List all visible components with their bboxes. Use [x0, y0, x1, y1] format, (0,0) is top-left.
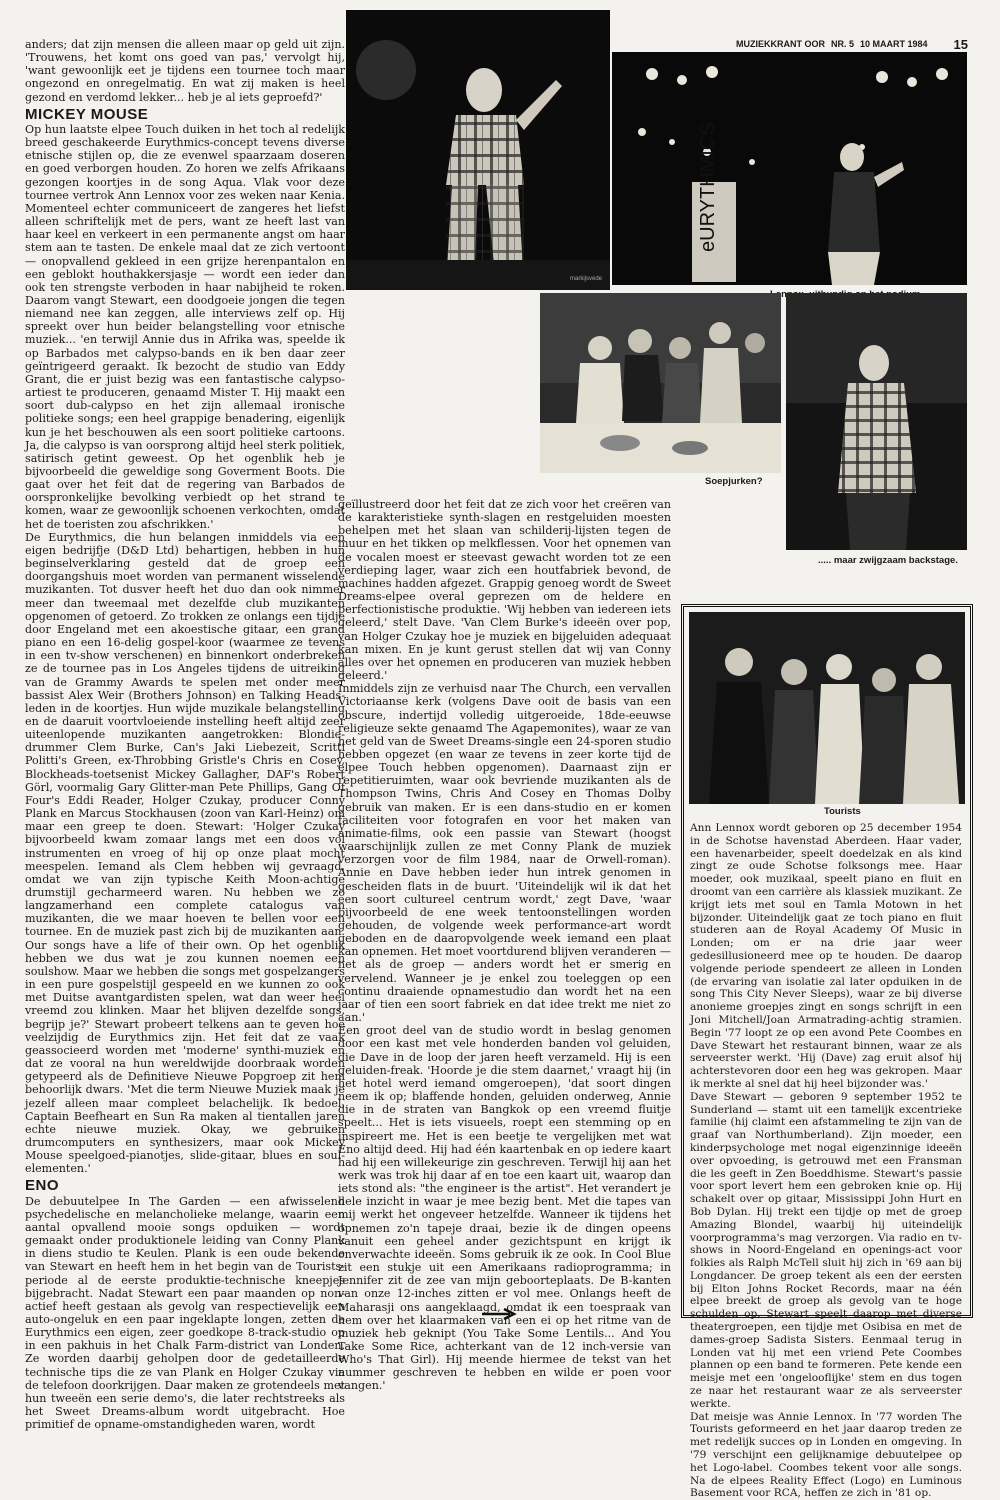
tourists-sidebar-box	[681, 604, 973, 1500]
intro-paragraph: anders; dat zijn mensen die alleen maar op geld uit zijn. 'Trouwens, het komt ons goed van pas,' vervolgt hij, 'want gewoonlijk eet je tijdens een tournee toch maar ongezond en onregelmatig. En wat zij maken is heel gezond en verdomd lekker... heb je al iets geproefd?'	[25, 38, 345, 104]
photo-backstage-group	[540, 293, 781, 473]
continuation-arrow-icon	[482, 1305, 518, 1317]
photo-lennox-podium	[612, 52, 967, 285]
paragraph: Een groot deel van de studio wordt in beslag genomen door een kast met vele honderden banden vol geluiden, die Dave in de loop der jaren heeft verzameld. Hij is een geluiden-freak. 'Hoorde je die stem daarnet,' vraagt hij (in het hotel werd iemand omgeroepen), 'dat soort dingen neem ik op; blaffende honden, geluiden onderweg, Annie die in de straten van Bangkok op een vreemd fluitje speelt... Het is iets visueels, roept een stemming op en inspireert me. Het is een beetje te vergelijken met wat Eno altijd deed. Hij had één kaartenbak en op iedere kaart had hij een willekeurige zin geschreven. Terwijl hij aan het werk was trok hij daar af en toe een kaart uit, waarop dan iets stond als: "the engineer is the artist". Het verandert je hele inzicht in waar je mee bezig bent. Met die tapes van mij werkt het ongeveer hetzelfde. Wanneer ik tijdens het opnemen zo'n tapeje draai, bezie ik de dingen opeens vanuit een geheel ander gezichtspunt en krijgt ik onverwachte ideeën. Soms gebruik ik ze ook. In Cool Blue zit een stukje uit een Amerikaans radioprogramma; in Jennifer zit de zee van mijn geboorteplaats. De B-kanten van onze 12-inches zitten er vol mee. Onlangs heeft de Maharasji ons aangeklaagd, omdat ik een toespraak van hem over het klaarmaken van een ei op het ritme van de muziek heb geknipt (You Take Some Lentils... And You Take Some Rice, achterkant van de 12 inch-versie van Who's That Girl). Hij meende hiermee de tekst van het nummer geschreven te hebben en wilde er poen voor vangen.'	[338, 1024, 671, 1393]
photo-lennox-backstage	[786, 293, 967, 550]
svg-text:eURYTHMICS: eURYTHMICS	[697, 122, 719, 252]
page-number: 15	[953, 36, 968, 52]
paragraph: Ann Lennox wordt geboren op 25 december 1954 in de Schotse havenstad Aberdeen. Haar vader, een havenarbeider, speelt doedelzak en als kind zingt ze oude Schotse folksongs mee. Haar moeder, ook muzikaal, speelt piano en fluit en droomt van een carrière als klassiek muzikant. Ze krijgt iets met soul en Tamla Motown in het bijzonder. Uiteindelijk gaat ze toch piano en fluit studeren aan de Royal Academy Of Music in Londen; om er na drie jaar weer gedesillusioneerd mee op te houden. De daarop volgende periode spendeert ze alleen in Londen (de ervaring van isolatie zal later opduiken in de song This City Never Sleeps), waar ze bij diverse anonieme groepjes zingt en songs schrijft in een Joni Mitchell/Joan Armatrading-achtig stramien. Begin '77 loopt ze op een avond Pete Coombes en Dave Stewart het restaurant binnen, waar ze als serveerster werkt. 'Hij (Dave) zag eruit alsof hij achterstevoren door een heg was gekropen. Maar ik merkte al snel dat hij heel bijzonder was.'	[690, 822, 962, 1090]
paragraph: Dat meisje was Annie Lennox. In '77 worden The Tourists geformeerd en het jaar daarop treden ze met redelijk succes op in Londen en omgeving. In '79 verschijnt een gelijknamige debuutelpee op het Logo-label. Coombes tekent voor alle songs. Na de elpees Reality Effect (Logo) en Luminous Basement voor RCA, heffen ze zich in '81 op.	[690, 1410, 962, 1500]
paragraph: geïllustreerd door het feit dat ze zich voor het creëren van de karakteristieke synth-slagen en restgeluiden moesten behelpen met het slaan van schilderij-lijsten tegen de muur en het tikken op melkflessen. Voor het opnemen van de vocalen moest er steevast gewacht worden tot ze een verdieping lager, waar zich een houtfabriek bevond, de machines hadden afgezet. Grappig genoeg wordt de Sweet Dreams-elpee overal geprezen om de heldere en perfectionistische produktie. 'Wij hebben van iedereen iets geleerd,' stelt Dave. 'Van Clem Burke's ideeën over pop, van Holger Czukay hoe je muziek en bijgeluiden adequaat kan mixen. En je kunt gerust stellen dat wij van Conny alles over het opnemen en produceren van muziek hebben geleerd.'	[338, 498, 671, 683]
magazine-name: MUZIEKKRANT OOR	[736, 39, 825, 49]
column-left	[25, 38, 345, 1431]
caption-tourists: Tourists	[824, 806, 861, 817]
column-middle	[338, 498, 671, 1393]
issue-number: NR. 5	[831, 39, 855, 49]
tourists-bio-text	[690, 822, 962, 1500]
photo-tourists-band	[689, 612, 965, 804]
paragraph: De debuutelpee In The Garden — een afwisselend psychedelische en melancholieke melange, waarin een aantal opvallend mooie songs opduiken — wordt gemaakt onder produktionele leiding van Conny Plank in diens studio te Keulen. Plank is een oude bekende van Stewart en heeft hem in het begin van de Tourists-periode al de eerste produktie-technische kneepjes bijgebracht. Nadat Stewart een paar maanden op non-actief heeft gestaan als gevolg van respectievelijk een auto-ongeluk en een paar ingeklapte longen, zetten de Eurythmics een eigen, zeer goedkope 8-track-studio op in een pakhuis in het Chalk Farm-district van Londen. Ze worden daarbij geholpen door de gedetailleerde technische tips die ze van Plank en Holger Czukay via de telefoon doorkrijgen. Daar maken ze grotendeels met hun tweeën een serie demo's, die later rechtstreeks als het Sweet Dreams-album wordt uitgebracht. Hoe primitief de opname-omstandigheden waren, wordt	[25, 1194, 345, 1432]
page-header	[736, 37, 968, 51]
photo-lennox-stage-plaid	[346, 10, 610, 290]
caption-soepjurken: Soepjurken?	[705, 476, 763, 487]
issue-date: 10 MAART 1984	[860, 39, 928, 49]
paragraph: Inmiddels zijn ze verhuisd naar The Church, een vervallen Victoriaanse kerk (volgens Dave ooit de basis van een obscure, indertijd volledig uitgeroeide, 18de-eeuwse religieuze sekte genaamd The Agapemonites), waar ze van het geld van de Sweet Dreams-single een 24-sporen studio hebben opgezet (en waar ze tevens in zeer korte tijd de elpee Touch hebben opgenomen). Daarnaast zijn er repetitieruimten, waar ook bevriende muzikanten als de Thompson Twins, Chris And Cosey en Thomas Dolby gebruik van maken. Er is een dans-studio en er komen faciliteiten voor fotografen en voor het maken van animatie-films, ook een passie van Stewart (hoogst waarschijnlijk zullen ze met Conny Plank de muziek verzorgen voor de film 1984, naar de Orwell-roman). Annie en Dave hebben ieder hun intrek genomen in gescheiden flats in de buurt. 'Uiteindelijk wil ik dat het een soort cultureel centrum wordt,' zegt Dave, 'waar bijvoorbeeld de ene week tentoonstellingen worden gehouden, de volgende week performance-art wordt geboden en de daaropvolgende week iemand een plaat kan opnemen. Het moet voortdurend blijven veranderen — net als de groep — anders wordt het er smerig en vervelend. Wanneer je je enkel zou toeleggen op een continu draaiende opnamestudio dan wordt het na een jaar of tien een soort fabriek en dat idee trekt me niet zo aan.'	[338, 682, 671, 1025]
paragraph: Op hun laatste elpee Touch duiken in het toch al redelijk breed geschakeerde Eurythmics-concept tevens diverse etnische stijlen op, die ze evenwel spaarzaam doseren en goed verborgen houden. Zo horen we zelfs Afrikaans gezongen koortjes in de song Aqua. Vlak voor deze tournee vertrok Ann Lennox voor zes weken naar Kenia. Momenteel echter communiceert de zangeres het liefst alleen schriftelijk met de pers, want ze heeft last van haar keel en verkeert in een permanente angst om haar stem aan te tasten. De enkele maal dat ze zich vertoont — onopvallend gekleed in een grijze herenpantalon en een geblokt houthakkersjasje — wordt een ieder dan ook ten strengste verboden in haar nabijheid te roken. Daarom vangt Stewart, een doodgoeie jongen die tegen niemand nee kan zeggen, alle interviews zelf op. Hij spreekt over hun beider belangstelling voor etnische muziek... 'en terwijl Annie dus in Afrika was, speelde ik op Barbados met calypso-bands en ik ben daar zeer geïntrigeerd geraakt. Ik bezocht de studio van Eddy Grant, die er juist bezig was een fantastische calypso-artiest te produceren, genaamd Mister T. Hij maakt een soort dub-calypso en het zijn allemaal ironische politieke songs; een heel grappige benadering, eigenlijk kun je het beschouwen als een soort politieke cartoons. Ja, die calypso is van oorsprong altijd heel sterk politiek, satirisch getint geweest. Op het ogenblik heb je bijvoorbeeld die geweldige song Goverment Boots. Die gaat over het feit dat de regering van Barbados de oorspronkelijke bevolking verbiedt op het strand te komen, waar ze gewoonlijk schoenen verkochten, omdat het de toeristen zou afschrikken.'	[25, 122, 345, 531]
paragraph: De Eurythmics, die hun belangen inmiddels via een eigen bedrijfje (D&D Ltd) behartigen, hebben in hun beginselverklaring gesteld dat de groep een doorgangshuis moet worden van permanent wisselende muzikanten. Tot dusver heeft het duo dan ook nimmer meer dan tweemaal met dezelfde club muzikanten opgenomen of getoerd. Zo trokken ze onlangs een tijdje door Engeland met een akoestische gitaar, een grand piano en een 16-delig gospel-koor (waarmee ze tevens in een tv-show verschenen) en binnenkort onderbreken ze de tournee pas in Los Angeles tijdens de uitreiking van de Grammy Awards te spelen met onder meer bassist Alex Weir (Brothers Johnson) en Talking Heads-leden in de koortjes. Hun wijde muzikale belangstelling en de daaruit voortvloeiende instelling heeft altijd zeer uiteenlopende muzikanten aangetrokken: Blondie-drummer Clem Burke, Can's Jaki Liebezeit, Scritti Politti's Green, ex-Throbbing Gristle's Chris en Cosey, Blockheads-toetsenist Mickey Gallagher, DAF's Robert Görl, voormalig Gary Glitter-man Pete Phillips, Gang Of Four's Eddi Reader, Holger Czukay, producer Conny Plank en Marcus Stockhausen (zoon van Karl-Heinz) om maar een greep te doen. Stewart: 'Holger Czukay bijvoorbeeld kwam zomaar langs met een doos vol instrumenten en vroeg of hij op onze plaat mocht meespelen. Iemand als Clem hebben wij gevraagd, omdat we van zijn typische Keith Moon-achtige drumstijl gecharmeerd waren. Nu hebben we zo langzamerhand een complete catalogus van muzikanten, die we maar hoeven te bellen voor een tournee. En de muziek past zich bij de muzikanten aan. Our songs have a life of their own. Op het ogenblik hebben we dus wat je zou kunnen noemen een soulshow. Maar we hebben die songs met gospelzangers in een pure gospelstijl gespeeld en we kunnen zo ook met Duitse avantgardisten spelen, wat dan weer heel vreemd zou klinken. Maar het blijven dezelfde songs, begrijp je?' Stewart probeert telkens aan te geven hoe veelzijdig de Eurythmics zijn. Het feit dat ze vaak geassocieerd worden met 'moderne' synthi-muziek en dat ze vooral na hun wereldwijde doorbraak worden getypeerd als de Definitieve Nieuwe Popgroep zit hem behoorlijk dwars. 'Met die term Nieuwe Muziek maak je jezelf alleen maar compleet belachelijk. Ik bedoel, Captain Beefheart en Sun Ra maken al tientallen jaren echte nieuwe muziek. Okay, we gebruiken drumcomputers en synthesizers, maar ook Mickey Mouse speelgoed-pianotjes, slide-gitaar, blues en soul-elementen.'	[25, 530, 345, 1176]
photo-credit: markijsvede	[570, 276, 603, 282]
paragraph: Dave Stewart — geboren 9 september 1952 te Sunderland — stamt uit een tamelijk excentrieke familie (hij claimt een afstammeling te zijn van de graaf van Northumberland). Zijn moeder, een kinderpsychologe met nogal eigenzinnige ideeën over opvoeding, is getrouwd met een Fransman die les geeft in Zen Boeddhisme. Stewart's passie voor sport levert hem een gebroken knie op. Hij schakelt over op gitaar, Mississippi John Hurt en Bob Dylan. Hij trekt een tijdje op met de groep Amazing Blondel, waarbij hij uiteindelijk voorprogramma's mag verzorgen. Via radio en tv-shows in Noord-Engeland en openings-act voor folkies als Ralph McTell sluit hij zich in '69 aan bij Longdancer. De groep tekent als een der eersten bij Elton Johns Rocket Records, maar na één elpee breekt de groep als gevolg van te hoge schulden op. Stewart speelt daarop met diverse theatergroepen, een tijdje met Osibisa en met de dames-groep Sadista Sisters. Eenmaal terug in Londen vat hij met een vriend Pete Coombes plannen op een band te formeren. Pete kende een meisje met een 'ongelooflijke' stem en dus togen ze naar het restaurant waar ze als serveerster werkte.	[690, 1090, 962, 1410]
heading-mickey-mouse: MICKEY MOUSE	[25, 105, 149, 123]
heading-eno: ENO	[25, 1177, 60, 1195]
caption-backstage: ..... maar zwijgzaam backstage.	[818, 555, 958, 566]
